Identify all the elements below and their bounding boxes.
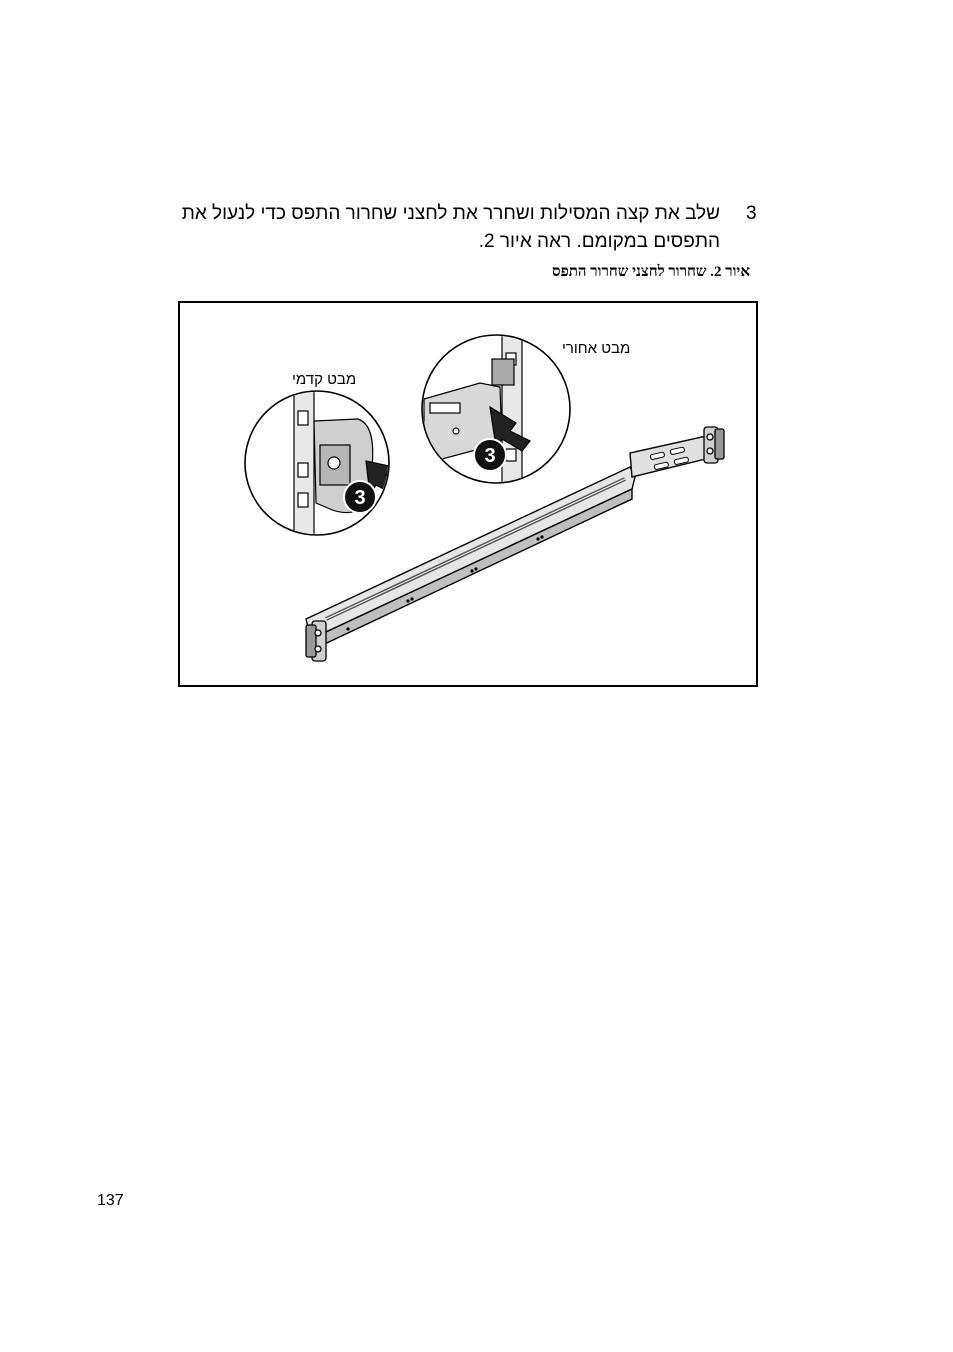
callout-number-back: 3 <box>484 445 496 467</box>
figure-frame <box>178 301 758 687</box>
front-view-detail <box>245 383 416 553</box>
page-number: 137 <box>97 1192 124 1209</box>
callout-number-front: 3 <box>354 487 366 509</box>
back-bracket <box>704 427 724 463</box>
step-text: שלב את קצה המסילות ושחרר את לחצני שחרור התפס כדי לנעול את התפסים במקומם. ראה איור 2. <box>181 203 720 252</box>
figure-caption: איור 2. שחרור לחצני שחרור התפס <box>552 264 750 280</box>
rail-illustration <box>180 303 756 685</box>
callout-badge-back <box>474 439 506 471</box>
label-back-view: מבט אחורי <box>562 340 631 357</box>
callout-badge-front <box>344 481 376 513</box>
label-front-view: מבט קדמי <box>292 371 357 388</box>
front-bracket <box>306 621 326 661</box>
step-number: 3 <box>746 203 757 224</box>
